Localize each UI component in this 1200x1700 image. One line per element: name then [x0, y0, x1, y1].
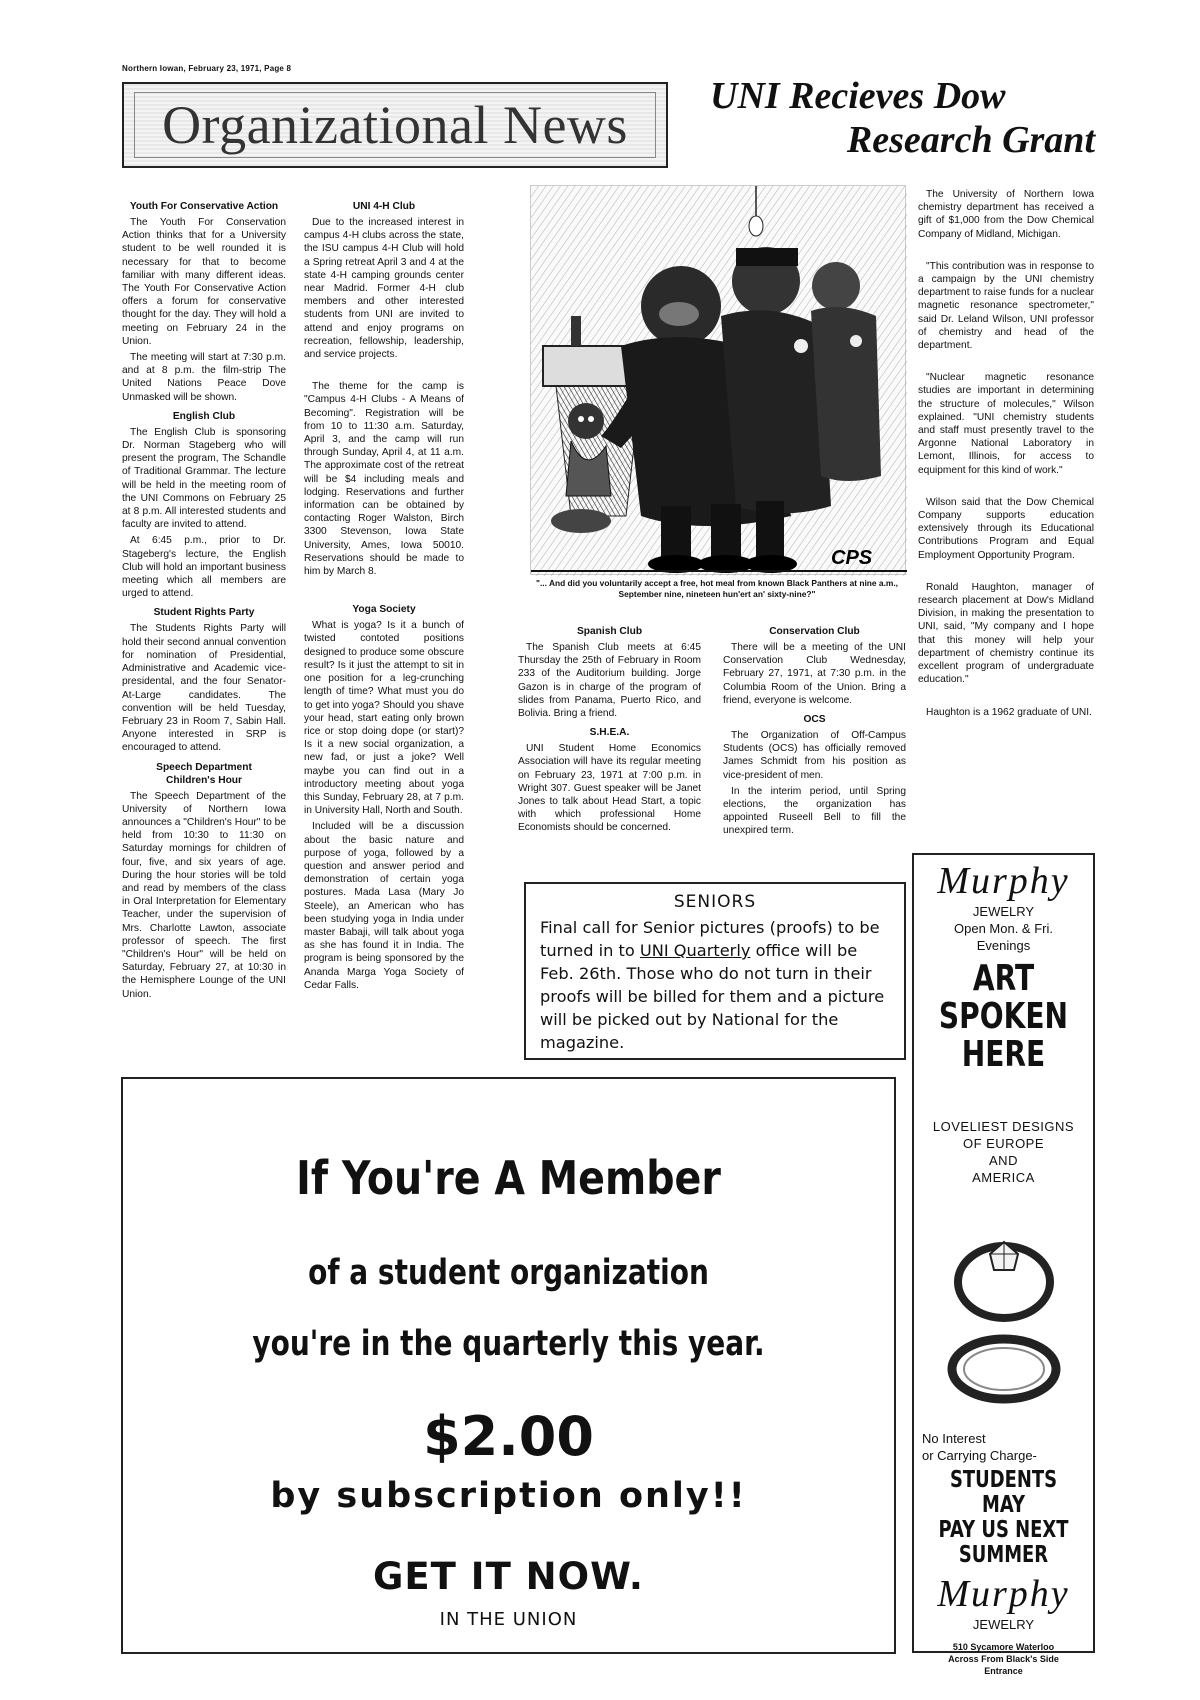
dow-grant-headline — [700, 74, 1095, 162]
big-line-2: SPOKEN — [938, 996, 1069, 1037]
dow-paragraph-1: The University of Northern Iowa chemistry department has received a gift of $1,000 from the Dow Chemical Company of Midland, Michigan. — [918, 189, 1094, 240]
seniors-text — [540, 916, 890, 1054]
nc-line-1: No Interest — [922, 1431, 986, 1446]
member-ad-line2: of a student organization — [308, 1253, 709, 1293]
speech-dept-paragraph: The Speech Department of the University of Northern Iowa announces a "Children's Hour" to be held from 10:30 to 11:30 on Saturday mornings for children of four, five, and six years of age. During the hour stories will be told and read by members of the class in Oral Interpretation for Elementary Teacher, under the supervision of Mrs. Charlotte Lawton, associate professor of speech. The first "Children's Hour" will be held on Saturday, February 27, at 10:30 in the Hemisphere Lounge of the UNI Union. — [122, 790, 286, 1000]
member-ad-line6: IN THE UNION — [439, 1609, 578, 1630]
dow-paragraph-6: Haughton is a 1962 graduate of UNI. — [926, 706, 1092, 718]
addr-line-3: Entrance — [984, 1666, 1023, 1676]
yca-paragraph-1: The Youth For Conservation Action thinks that for a University student to be well rounded it is necessary for that to become familiar with many different ideas. The Youth For Conservative Action offers a forum for conservative thought for the day. They will hold a meeting on February 24 in the Union. — [122, 217, 286, 347]
english-club-paragraph-1: The English Club is sponsoring Dr. Norman Stageberg who will present the program, The Schandle of Traditional Grammar. The lecture will be held in the meeting room of the UNI Commons on February 25 at 8 p.m. All interested students and faculty are invited to attend. — [122, 426, 286, 531]
ring-illustration — [934, 1224, 1074, 1414]
dow-grant-article — [918, 188, 1094, 722]
st-line-3: SUMMER — [958, 1542, 1049, 1568]
4h-club-paragraph-2: The theme for the camp is "Campus 4-H Clubs - A Means of Becoming". Registration will be from 10 to 11:30 a.m. Saturday, April 3, and the camp will run through Sunday, April 4, at 11 a.m. The approximate cost of the retreat will be $4 including meals and lodging. Reservations and further information can be obtained by contacting Roger Walston, Birch 3300 Stevenson, Iowa State University, Ames, Iowa 50010. Reservations should be made to him by March 8. — [304, 381, 464, 578]
murphy-logo-bottom: Murphy — [937, 1573, 1070, 1615]
yoga-paragraph-1: What is yoga? Is it a bunch of twisted contoted positions designed to produce some obscure result? Is it just the attempt to sit in one position for a leg-crunching length of time? What must you do to get into yoga? Should you shave your head, start eating only brown rice or stop doing dope (or start)? Is it a new social organization, a new fad, or just a joke? Well maybe you can find out in a introductory meeting about yoga this Sunday, February 28, at 7 p.m. in University Hall, North and South. — [304, 620, 464, 817]
yca-heading: Youth For Conservative Action — [129, 201, 279, 212]
srp-paragraph: The Students Rights Party will hold their second annual convention for nomination of Presidential, Administrative and Academic vice-presidental, and the four Senator-At-Large candidates. The convention will be held Tuesday, February 23 in Room 7, Sabin Hall. Anyone interested in SRP is encouraged to attend. — [122, 623, 286, 754]
ocs-paragraph-1: The Organization of Off-Campus Students (OCS) has officially removed James Schmidt from his position as vice-president of men. — [723, 730, 906, 781]
member-ad-line5: GET IT NOW. — [373, 1555, 644, 1598]
conservation-club-heading: Conservation Club — [769, 626, 860, 637]
srp-heading: Student Rights Party — [153, 607, 255, 619]
cartoon-caption: "... And did you voluntarily accept a free, hot meal from known Black Panthers at nine a.m., September nine, nineteen hun'ert an' sixty-nine?" — [535, 578, 898, 599]
no-interest-note — [922, 1430, 1093, 1464]
spanish-club-paragraph: The Spanish Club meets at 6:45 Thursday the 25th of February in Room 233 of the Auditorium building. Jorge Gazon is in charge of the program of slides from Panama, Puerto Rico, and Bolivia. Bring a friend. — [518, 642, 701, 720]
seniors-text-b: office will be Feb. 26th. Those who do not turn in their proofs will be billed for them and a picture will be picked out by National for the magazine. — [540, 941, 885, 1052]
english-club-heading: English Club — [172, 410, 236, 422]
yoga-paragraph-2: Included will be a discussion about the basic nature and purpose of yoga, followed by a question and answer period and demonstration of certain yoga postures. Mada Lasa (Mary Jo Steele), an American who has been studying yoga in India under master Babaji, will talk about yoga as she has found it in India. The program is being sponsored by the Ananda Marga Yoga Society of Cedar Falls. — [304, 821, 464, 991]
murphy-hours-1: Open Mon. & Fri. — [954, 921, 1053, 936]
headline-line1: UNI Recieves Dow — [710, 75, 1006, 117]
dow-paragraph-3: "Nuclear magnetic resonance studies are important in determining the structure of molecules," Wilson explained. "UNI chemistry students and staff must presently travel to the Argonne National Laboratory in Lemont, Illinois, for access to equipment for this kind of work." — [918, 372, 1094, 476]
headline-line2: Research Grant — [846, 119, 1095, 161]
addr-line-1: 510 Sycamore Waterloo — [952, 1642, 1055, 1652]
seniors-title: SENIORS — [673, 892, 757, 912]
addr-line-2: Across From Black's Side — [948, 1654, 1059, 1664]
member-ad-line1: If You're A Member — [296, 1151, 721, 1205]
murphy-sub: JEWELRY — [972, 904, 1035, 919]
shea-heading: S.H.E.A. — [589, 727, 630, 739]
cartoon-signature: CPS — [831, 547, 873, 569]
st-line-1: STUDENTS MAY — [949, 1467, 1058, 1518]
dow-paragraph-5: Ronald Haughton, manager of research placement at Dow's Midland Division, in making the presentation to UNI, said, "My company and I hope that this money will help your department of chemistry continue its excellent program of undergraduate education." — [918, 581, 1094, 686]
section-banner-title: Organizational News — [162, 95, 628, 155]
spanish-club-heading: Spanish Club — [576, 626, 643, 637]
yoga-heading: Yoga Society — [352, 604, 416, 616]
ring-icon — [934, 1224, 1074, 1414]
ocs-paragraph-2: In the interim period, until Spring elections, the organization has appointed Ruseell Bell to fill the unexpired term. — [723, 785, 906, 837]
lov-line-2: OF EUROPE — [962, 1136, 1045, 1151]
english-club-paragraph-2: At 6:45 p.m., prior to Dr. Stageberg's lecture, the English Club will hold an important business meeting which all members are urged to attend. — [122, 535, 286, 600]
big-line-3: HERE — [961, 1034, 1046, 1075]
speech-dept-heading-line2: Children's Hour — [165, 774, 242, 786]
st-line-2: PAY US NEXT — [938, 1517, 1069, 1543]
quarterly-subscription-ad — [121, 1077, 896, 1654]
column-1 — [122, 200, 286, 1004]
editorial-cartoon — [530, 185, 906, 575]
member-ad-price: $2.00 — [423, 1405, 594, 1468]
page-folio: Northern Iowan, February 23, 1971, Page 8 — [122, 64, 292, 73]
seniors-text-a: Final call for Senior pictures (proofs) to be turned in to — [540, 918, 880, 960]
speech-dept-heading — [122, 761, 286, 787]
4h-club-paragraph-1: Due to the increased interest in campus 4-H clubs across the state, the ISU campus 4-H Club will hold a Spring retreat April 3 and 4 at the state 4-H camping grounds center near Madrid. Former 4-H club members and other interested students from UNI are invited to attend and enjoy programs on recreation, fellowship, leadership, and service projects. — [304, 217, 464, 361]
cartoon-drawing — [531, 186, 907, 576]
ocs-heading: OCS — [803, 714, 826, 726]
murphy-address — [914, 1641, 1093, 1677]
murphy-hours-2: Evenings — [976, 938, 1031, 953]
member-ad-line3: you're in the quarterly this year. — [252, 1324, 765, 1364]
murphy-logo: Murphy — [937, 860, 1070, 902]
column-3 — [518, 625, 701, 838]
lov-line-3: AND — [989, 1153, 1018, 1168]
seniors-text-underlined: UNI Quarterly — [639, 941, 751, 960]
member-ad-line4: by subscription only!! — [270, 1476, 747, 1516]
dow-paragraph-4: Wilson said that the Dow Chemical Company supports education extensively through its Educational Contributions Program and Equal Employment Opportunity Program. — [918, 496, 1094, 561]
column-4 — [723, 625, 906, 841]
murphy-sub-bottom: JEWELRY — [972, 1617, 1035, 1632]
lov-line-4: AMERICA — [972, 1170, 1035, 1185]
loveliest-designs — [914, 1118, 1093, 1186]
column-2 — [304, 200, 464, 995]
section-banner — [122, 82, 668, 168]
murphy-jewelry-ad — [912, 853, 1095, 1676]
lov-line-1: LOVELIEST DESIGNS — [932, 1119, 1075, 1134]
big-line-1: ART — [972, 958, 1035, 999]
dow-paragraph-2: "This contribution was in response to a campaign by the UNI chemistry department to raise funds for a nuclear magnetic resonance spectrometer," said Dr. Leland Wilson, UNI professor of chemistry and head of the department. — [918, 260, 1094, 352]
students-may-pay — [934, 1468, 1074, 1568]
shea-paragraph: UNI Student Home Economics Association will have its regular meeting on February 23, 1971 at 7:00 p.m. in Wright 307. Guest speaker will be Janet Jones to talk about Head Start, a topic with which professional Home Economists should be concerned. — [518, 743, 701, 834]
conservation-club-paragraph: There will be a meeting of the UNI Conservation Club Wednesday, February 27, 1971, at 7:30 p.m. in the Columbia Room of the Union. Bring a friend, everyone is welcome. — [723, 642, 906, 706]
speech-dept-heading-line1: Speech Department — [156, 761, 252, 773]
yca-paragraph-2: The meeting will start at 7:30 p.m. and at 8 p.m. the film-strip The United Nations Peace Dove Unmasked will be shown. — [122, 352, 286, 403]
art-spoken-here — [934, 960, 1074, 1074]
seniors-notice — [524, 882, 906, 1060]
nc-line-2: or Carrying Charge- — [922, 1448, 1037, 1463]
4h-club-heading: UNI 4-H Club — [352, 201, 416, 212]
